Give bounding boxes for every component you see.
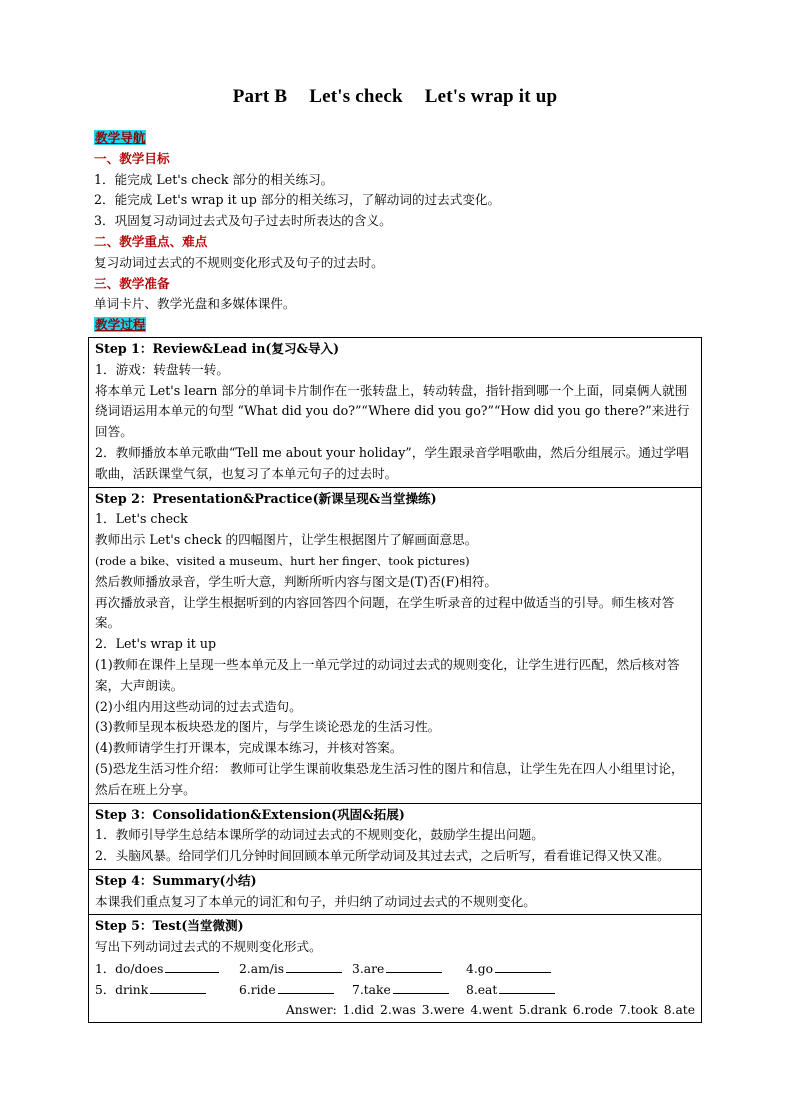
- guide-label: 教学导航: [95, 130, 146, 145]
- test-row: [95, 958, 695, 979]
- step-cell: [89, 803, 702, 869]
- step-paragraph: 1．教师引导学生总结本课所学的动词过去式的不规则变化，鼓励学生提出问题。: [95, 827, 544, 843]
- title-part: Part B: [232, 86, 288, 107]
- document-body: [94, 128, 706, 1023]
- answer-blank: [393, 979, 449, 994]
- step-cell: [89, 487, 702, 803]
- answer-blank: [278, 979, 334, 994]
- goal-line: 1．能完成 Let's check 部分的相关练习。: [94, 171, 334, 187]
- test-item: [352, 979, 466, 1000]
- step-cell: [89, 869, 702, 915]
- step-paragraph: (3)教师呈现本板块恐龙的图片，与学生谈论恐龙的生活习性。: [95, 719, 441, 735]
- test-item: [466, 958, 576, 979]
- step-paragraph: 本课我们重点复习了本单元的词汇和句子，并归纳了动词过去式的不规则变化。: [95, 893, 536, 909]
- document-title: [0, 86, 790, 108]
- step-title: Step 3：Consolidation&Extension(巩固&拓展): [95, 806, 405, 822]
- test-item: [95, 958, 239, 979]
- step-title: Step 4：Summary(小结): [95, 872, 257, 888]
- test-item-label: 7.take: [352, 982, 391, 997]
- answer-blank: [495, 958, 551, 973]
- section-heading-preparation: 三、教学准备: [94, 275, 170, 291]
- test-item: [466, 979, 576, 1000]
- section-heading-goals: 一、教学目标: [94, 150, 170, 166]
- answer-blank: [386, 958, 442, 973]
- answer-key: Answer: 1.did 2.was 3.were 4.went 5.drank 6.rode 7.took 8.ate: [285, 1002, 695, 1017]
- test-item: [239, 958, 352, 979]
- goal-line: 2．能完成 Let's wrap it up 部分的相关练习，了解动词的过去式变化。: [94, 192, 501, 208]
- answer-blank: [150, 979, 206, 994]
- step-paragraph: (1)教师在课件上呈现一些本单元及上一单元学过的动词过去式的规则变化，让学生进行匹配，然后核对答案，大声朗读。: [95, 656, 680, 693]
- test-instruction: 写出下列动词过去式的不规则变化形式。: [95, 939, 322, 955]
- test-row: [95, 979, 695, 1000]
- step-paragraph: (4)教师请学生打开课本，完成课本练习，并核对答案。: [95, 740, 403, 756]
- test-item-label: 8.eat: [466, 982, 498, 997]
- step-title: Step 5：Test(当堂微测): [95, 918, 244, 934]
- step-paragraph: 教师出示 Let's check 的四幅图片，让学生根据图片了解画面意思。: [95, 532, 478, 548]
- test-item-label: 5．drink: [95, 982, 149, 997]
- step-paragraph: 再次播放录音，让学生根据听到的内容回答四个问题，在学生听录音的过程中做适当的引导。师生核对答案。: [95, 594, 675, 631]
- test-item-label: 1．do/does: [95, 962, 164, 977]
- step-title: Step 1：Review&Lead in(复习&导入): [95, 340, 340, 356]
- test-item-label: 4.go: [466, 962, 494, 977]
- title-lets-check: Let's check: [309, 86, 403, 107]
- table-row: [89, 915, 702, 1023]
- test-item-label: 3.are: [352, 962, 385, 977]
- step-cell: [89, 337, 702, 487]
- test-item: [95, 979, 239, 1000]
- step-paragraph: 然后教师播放录音，学生听大意，判断所听内容与图文是(T)否(F)相符。: [95, 573, 498, 589]
- step-title: Step 2：Presentation&Practice(新课呈现&当堂操练): [95, 490, 437, 506]
- section-heading-keypoints: 二、教学重点、难点: [94, 233, 208, 249]
- step-paragraph: 2．头脑风暴。给同学们几分钟时间回顾本单元所学动词及其过去式，之后听写，看看谁记得又快又准。: [95, 848, 670, 864]
- teaching-process-table: [88, 337, 702, 1024]
- answer-blank: [499, 979, 555, 994]
- step-paragraph: (rode a bike、visited a museum、hurt her finger、took pictures): [95, 553, 470, 568]
- step-paragraph: 1．游戏：转盘转一转。: [95, 361, 229, 377]
- answer-blank: [165, 958, 219, 973]
- step-paragraph: 1．Let's check: [95, 511, 188, 527]
- table-row: [89, 337, 702, 487]
- step-paragraph: 2．Let's wrap it up: [95, 636, 217, 652]
- goal-line: 3．巩固复习动词过去式及句子过去时所表达的含义。: [94, 213, 392, 229]
- step-paragraph: 将本单元 Let's learn 部分的单词卡片制作在一张转盘上，转动转盘，指针指到哪一个上面，同桌俩人就围绕词语运用本单元的句型 “What did you do?”“Where did you go?”“How did you go there?”来进行回答。: [95, 382, 690, 440]
- table-row: [89, 869, 702, 915]
- step-paragraph: (2)小组内用这些动词的过去式造句。: [95, 698, 302, 714]
- title-lets-wrap: Let's wrap it up: [424, 86, 558, 107]
- step-cell: [89, 915, 702, 1023]
- keypoint-line: 复习动词过去式的不规则变化形式及句子的过去时。: [94, 254, 384, 270]
- table-row: [89, 487, 702, 803]
- preparation-line: 单词卡片、教学光盘和多媒体课件。: [94, 296, 296, 312]
- process-label: 教学过程: [95, 317, 146, 333]
- step-paragraph: 2．教师播放本单元歌曲“Tell me about your holiday”，学生跟录音学唱歌曲，然后分组展示。通过学唱歌曲，活跃课堂气氛，也复习了本单元句子的过去时。: [95, 444, 689, 481]
- test-item: [352, 958, 466, 979]
- test-item-label: 6.ride: [239, 982, 276, 997]
- test-item-label: 2.am/is: [239, 962, 285, 977]
- table-row: [89, 803, 702, 869]
- answer-blank: [286, 958, 342, 973]
- step-paragraph: (5)恐龙生活习性介绍： 教师可让学生课前收集恐龙生活习性的图片和信息，让学生先在四人小组里讨论，然后在班上分享。: [95, 760, 684, 797]
- test-item: [239, 979, 352, 1000]
